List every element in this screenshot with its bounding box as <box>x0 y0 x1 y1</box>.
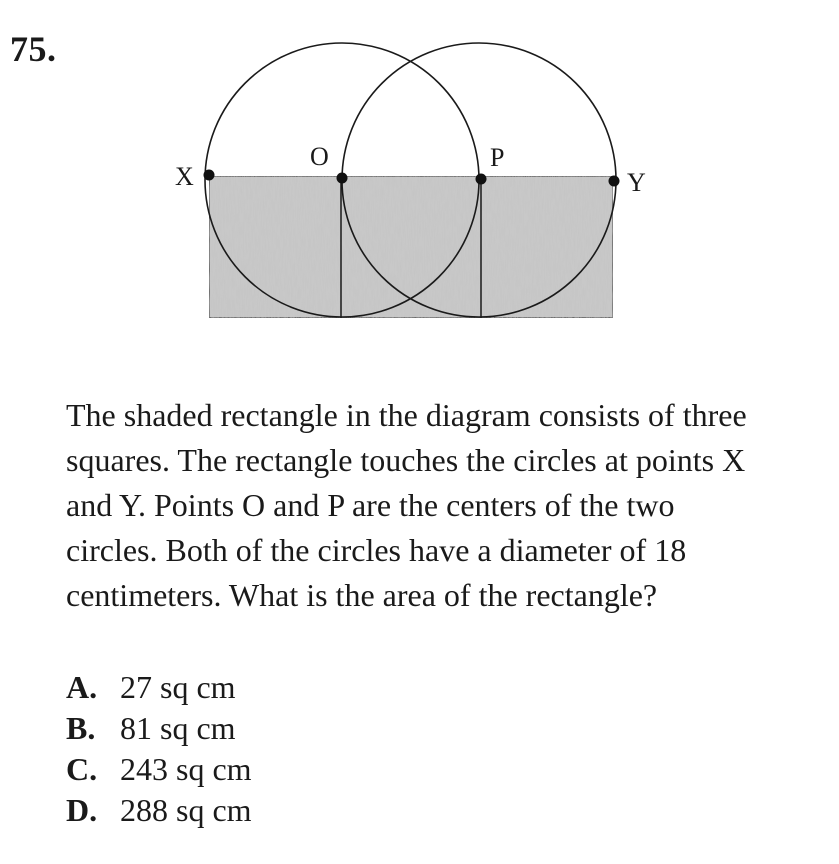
point-o-label: O <box>310 142 329 171</box>
geometry-diagram <box>0 0 839 360</box>
choice-text: 243 sq cm <box>120 751 252 787</box>
choice-letter: D. <box>66 792 98 828</box>
point-x-dot <box>204 170 215 181</box>
question-number: 75. <box>10 29 57 69</box>
choice-letter: B. <box>66 710 96 746</box>
point-y-label: Y <box>627 168 646 197</box>
choice-text: 27 sq cm <box>120 669 236 705</box>
choice-c[interactable] <box>66 749 252 790</box>
choice-d[interactable] <box>66 790 252 831</box>
point-p-dot <box>476 174 487 185</box>
choice-letter: A. <box>66 669 98 705</box>
answer-choices <box>66 667 252 831</box>
question-text: The shaded rectangle in the diagram consists of three squares. The rectangle touches the circles at points X and Y. Points O and P are the centers of the two circles. Both of the circles have a diameter of 18 centimeters. What is the area of the rectangle? <box>66 397 747 613</box>
choice-a[interactable] <box>66 667 252 708</box>
choice-letter: C. <box>66 751 98 787</box>
choice-b[interactable] <box>66 708 252 749</box>
point-x-label: X <box>175 162 194 191</box>
point-p-label: P <box>490 143 505 172</box>
point-y-dot <box>609 176 620 187</box>
point-o-dot <box>337 173 348 184</box>
choice-text: 81 sq cm <box>120 710 236 746</box>
choice-text: 288 sq cm <box>120 792 252 828</box>
